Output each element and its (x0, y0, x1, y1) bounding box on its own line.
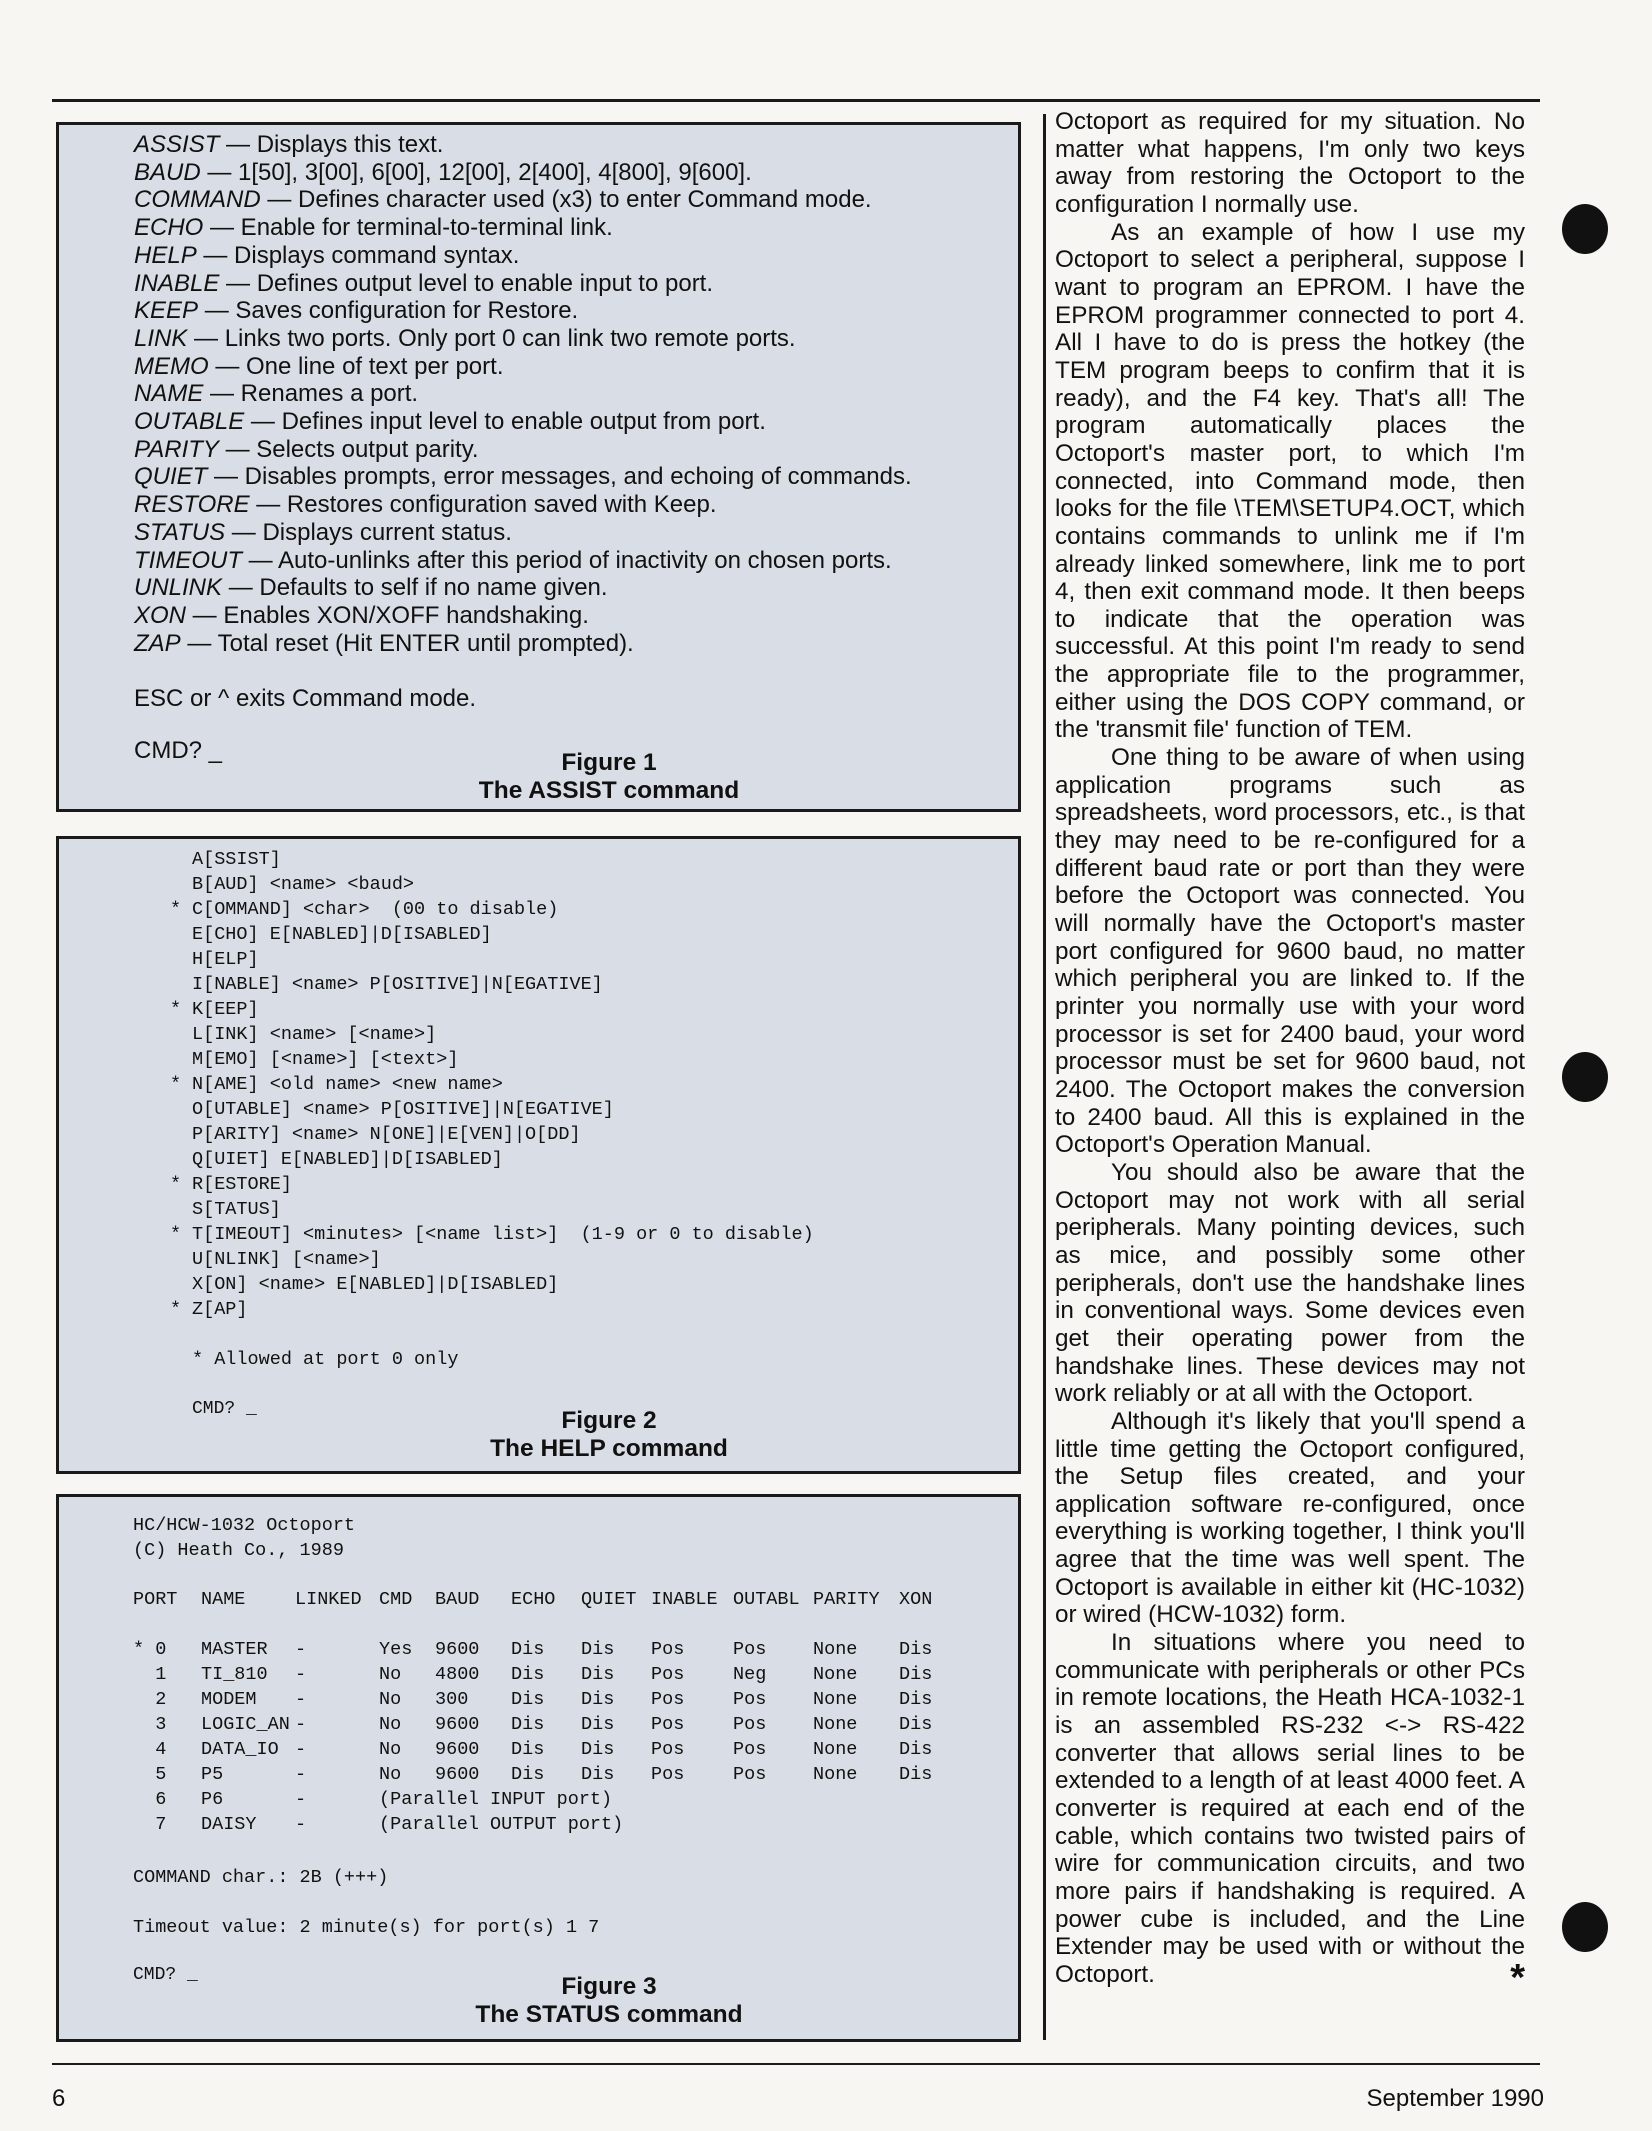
syntax-text: N[AME] <old name> <new name> (192, 1074, 503, 1095)
command-desc: — Total reset (Hit ENTER until prompted). (180, 629, 634, 657)
syntax-text: T[IMEOUT] <minutes> [<name list>] (1-9 or 0 to disable) (192, 1224, 814, 1245)
caption-title: The HELP command (490, 1435, 728, 1462)
table-cell: 9600 (435, 1764, 480, 1785)
table-cell: - (295, 1664, 307, 1685)
assist-line (134, 630, 912, 658)
command-name: HELP (134, 241, 197, 269)
table-cell: None (813, 1714, 858, 1735)
table-cell: 1 (133, 1664, 167, 1685)
command-desc: — Defines input level to enable output from port. (244, 408, 766, 436)
status-product-title: HC/HCW-1032 Octoport (133, 1515, 356, 1536)
article-column (1055, 108, 1525, 1999)
table-cell: Dis (581, 1689, 615, 1710)
caption-number: Figure 2 (561, 1407, 657, 1434)
col-header: CMD (379, 1589, 413, 1610)
table-cell: 7 (133, 1814, 167, 1835)
cmd-prompt: CMD? _ (134, 737, 223, 764)
table-cell: LOGIC_AN (201, 1714, 290, 1735)
command-name: LINK (134, 324, 188, 352)
table-cell: 3 (133, 1714, 167, 1735)
table-cell: - (295, 1639, 307, 1660)
assist-line (134, 186, 912, 214)
table-row (133, 1639, 1013, 1664)
figure-caption (359, 1973, 859, 2029)
table-row (133, 1689, 1013, 1714)
table-cell: Dis (511, 1764, 545, 1785)
table-row (133, 1739, 1013, 1764)
end-mark-icon: * (1510, 1956, 1525, 1999)
table-cell: Neg (733, 1664, 767, 1685)
issue-date: September 1990 (1366, 2085, 1544, 2112)
col-header: XON (899, 1589, 933, 1610)
table-cell: Pos (733, 1764, 767, 1785)
table-row (133, 1789, 1013, 1814)
syntax-line (192, 1122, 814, 1147)
command-desc: — Saves configuration for Restore. (198, 297, 579, 325)
cmd-prompt: CMD? _ (133, 1965, 198, 1985)
syntax-text: I[NABLE] <name> P[OSITIVE]|N[EGATIVE] (192, 974, 603, 995)
table-cell: Dis (581, 1664, 615, 1685)
col-header: PARITY (813, 1589, 880, 1610)
assist-line (134, 463, 912, 491)
table-cell: Dis (899, 1764, 933, 1785)
binder-hole-icon (1562, 204, 1608, 254)
table-cell: Dis (581, 1764, 615, 1785)
syntax-line (192, 1272, 814, 1297)
table-cell: DATA_IO (201, 1739, 279, 1760)
syntax-text: U[NLINK] [<name>] (192, 1249, 381, 1270)
article-paragraph: As an example of how I use my Octoport to select a peripheral, suppose I want to program an EPROM. I have the EPROM programmer connected to port 4. All I have to do is press the hotkey (the TEM program beeps to confirm that it is ready), and the F4 key. That's all! The program automatically places the Octoport's master port, to which I'm connected, into Command mode, then looks for the file \TEM\SETUP4.OCT, which contains commands to unlink me if I'm already linked somewhere, link me to port 4, then exit command mode. It then beeps to indicate that the operation was successful. At this point I'm ready to send the appropriate file to the programmer, either using the DOS COPY command, or the 'transmit file' function of TEM. (1055, 218, 1525, 744)
table-cell: Pos (651, 1739, 685, 1760)
syntax-text: R[ESTORE] (192, 1174, 292, 1195)
article-last-text: In situations where you need to communicate with peripherals or other PCs in remote locations, the Heath HCA-1032-1 is an assembled RS-232 <-> RS-422 converter that allows serial lines to be extended to a length of at least 4000 feet. A converter is required at each end of the cable, which contains two twisted pairs of wire for communication circuits, and two more pairs if handshaking is required. A power cube is included, and the Line Extender may be used with or without the Octoport. (1055, 1629, 1525, 1988)
syntax-line (192, 1047, 814, 1072)
syntax-line (192, 972, 814, 997)
command-desc: — Restores configuration saved with Keep. (249, 491, 717, 519)
command-desc: — Defines character used (x3) to enter Command mode. (260, 186, 872, 214)
table-cell: Pos (733, 1739, 767, 1760)
syntax-text: K[EEP] (192, 999, 259, 1020)
table-cell: None (813, 1664, 858, 1685)
syntax-text: A[SSIST] (192, 849, 281, 870)
command-name: OUTABLE (134, 408, 245, 436)
table-cell: Dis (899, 1689, 933, 1710)
timeout-line: Timeout value: 2 minute(s) for port(s) 1 7 (133, 1917, 600, 1938)
page-number: 6 (52, 2085, 66, 2112)
table-cell: - (295, 1789, 307, 1810)
esc-instruction: ESC or ^ exits Command mode. (134, 685, 477, 712)
table-cell: 4 (133, 1739, 167, 1760)
port0-marker: * (170, 1074, 182, 1095)
figure-caption (359, 749, 859, 805)
syntax-line (170, 897, 814, 922)
table-cell: No (379, 1764, 402, 1785)
table-cell: Dis (511, 1639, 545, 1660)
command-name: ASSIST (134, 131, 220, 158)
command-desc: — Enable for terminal-to-terminal link. (203, 214, 613, 242)
assist-line (134, 270, 912, 298)
port0-marker: * (170, 899, 182, 920)
command-name: BAUD (134, 158, 201, 186)
command-desc: — Displays this text. (219, 131, 444, 158)
caption-number: Figure 3 (561, 1973, 657, 2000)
table-row (133, 1714, 1013, 1739)
table-cell: - (295, 1739, 307, 1760)
command-name: XON (134, 601, 187, 629)
table-cell: * 0 (133, 1639, 167, 1660)
command-name: STATUS (134, 518, 226, 546)
syntax-line (192, 1247, 814, 1272)
syntax-text: H[ELP] (192, 949, 259, 970)
assist-line (134, 297, 912, 325)
syntax-text: L[INK] <name> [<name>] (192, 1024, 437, 1045)
command-desc: — Auto-unlinks after this period of inactivity on chosen ports. (242, 546, 892, 574)
col-header: ECHO (511, 1589, 556, 1610)
table-cell: MASTER (201, 1639, 268, 1660)
syntax-text: S[TATUS] (192, 1199, 281, 1220)
table-cell: Dis (899, 1639, 933, 1660)
table-cell: 5 (133, 1764, 167, 1785)
command-desc: — Disables prompts, error messages, and echoing of commands. (207, 463, 912, 491)
col-header: NAME (201, 1589, 246, 1610)
syntax-text: B[AUD] <name> <baud> (192, 874, 415, 895)
column-divider (1043, 114, 1046, 2040)
command-char-line: COMMAND char.: 2B (+++) (133, 1867, 389, 1888)
syntax-text: M[EMO] [<name>] [<text>] (192, 1049, 459, 1070)
assist-line (134, 325, 912, 353)
port0-note: * Allowed at port 0 only (192, 1349, 459, 1370)
figure-2-box (56, 836, 1021, 1474)
table-cell: Pos (651, 1714, 685, 1735)
article-paragraph (1055, 1629, 1525, 1999)
col-header: QUIET (581, 1589, 637, 1610)
figure-caption (359, 1407, 859, 1463)
syntax-line (170, 1222, 814, 1247)
table-cell: Pos (651, 1764, 685, 1785)
table-cell: - (295, 1714, 307, 1735)
binder-hole-icon (1562, 1902, 1608, 1952)
syntax-line (192, 922, 814, 947)
command-name: TIMEOUT (134, 546, 242, 574)
table-cell: 6 (133, 1789, 167, 1810)
table-cell: Pos (733, 1639, 767, 1660)
command-desc: — Selects output parity. (218, 435, 479, 463)
table-row (133, 1664, 1013, 1689)
table-cell: No (379, 1714, 402, 1735)
parallel-port-note: (Parallel INPUT port) (379, 1789, 613, 1810)
assist-line (134, 574, 912, 602)
assist-line (134, 214, 912, 242)
table-cell: None (813, 1764, 858, 1785)
table-cell: 9600 (435, 1739, 480, 1760)
command-desc: — One line of text per port. (208, 352, 504, 380)
table-cell: Pos (651, 1639, 685, 1660)
table-cell: - (295, 1814, 307, 1835)
assist-line (134, 602, 912, 630)
command-name: KEEP (134, 297, 199, 325)
syntax-line (192, 1022, 814, 1047)
col-header: BAUD (435, 1589, 480, 1610)
assist-line (134, 380, 912, 408)
table-cell: P5 (201, 1764, 224, 1785)
syntax-line (192, 947, 814, 972)
table-cell: Dis (581, 1639, 615, 1660)
table-cell: Dis (581, 1739, 615, 1760)
caption-number: Figure 1 (561, 749, 657, 776)
table-cell: 300 (435, 1689, 469, 1710)
caption-title: The ASSIST command (478, 777, 740, 804)
command-name: RESTORE (134, 491, 250, 519)
syntax-line (192, 872, 814, 897)
bottom-rule (52, 2063, 1540, 2065)
assist-line (134, 519, 912, 547)
table-cell: Pos (651, 1689, 685, 1710)
status-table-header (133, 1589, 1013, 1614)
port0-marker: * (170, 1174, 182, 1195)
command-desc: — Renames a port. (203, 380, 419, 408)
table-cell: DAISY (201, 1814, 257, 1835)
command-name: ECHO (134, 214, 204, 242)
command-name: PARITY (134, 435, 219, 463)
col-header: PORT (133, 1589, 178, 1610)
figure-1-box (56, 122, 1021, 812)
table-cell: No (379, 1664, 402, 1685)
table-row (133, 1814, 1013, 1839)
command-name: NAME (134, 380, 204, 408)
syntax-text: P[ARITY] <name> N[ONE]|E[VEN]|O[DD] (192, 1124, 581, 1145)
command-desc: — Displays current status. (225, 518, 512, 546)
table-cell: 2 (133, 1689, 167, 1710)
syntax-line (192, 847, 814, 872)
assist-line (134, 491, 912, 519)
command-desc: — Defines output level to enable input to port. (219, 269, 714, 297)
command-desc: — Displays command syntax. (196, 241, 520, 269)
port0-marker: * (170, 1224, 182, 1245)
command-name: UNLINK (134, 574, 223, 602)
article-paragraph: One thing to be aware of when using application programs such as spreadsheets, word processors, etc., is that they may need to be re-configured for a different baud rate or port than they were before the Octoport was connected. You will normally have the Octoport's master port configured for 9600 baud, no matter which peripheral you are linked to. If the printer you normally use with your word processor is set for 2400 baud, your word processor must be set for 9600 baud, not 2400. The Octoport makes the conversion to 2400 baud. All this is explained in the Octoport's Operation Manual. (1055, 744, 1525, 1159)
table-cell: - (295, 1689, 307, 1710)
article-paragraph: Although it's likely that you'll spend a little time getting the Octoport configured, the Setup files created, and your application software re-configured, once everything is working together, I think you'll agree that the time was well spent. The Octoport is available in either kit (HC-1032) or wired (HCW-1032) form. (1055, 1407, 1525, 1629)
col-header: LINKED (295, 1589, 362, 1610)
command-name: QUIET (134, 463, 208, 491)
cmd-prompt: CMD? _ (192, 1399, 257, 1419)
syntax-text: Q[UIET] E[NABLED]|D[ISABLED] (192, 1149, 503, 1170)
col-header: OUTABL (733, 1589, 800, 1610)
port0-marker: * (170, 1299, 182, 1320)
command-name: MEMO (134, 352, 209, 380)
assist-command-list (134, 131, 912, 657)
table-cell: Dis (581, 1714, 615, 1735)
table-cell: - (295, 1764, 307, 1785)
syntax-line (170, 1072, 814, 1097)
table-cell: Dis (899, 1739, 933, 1760)
binder-hole-icon (1562, 1052, 1608, 1102)
table-cell: Pos (651, 1664, 685, 1685)
assist-line (134, 547, 912, 575)
table-cell: Pos (733, 1714, 767, 1735)
port0-marker: * (170, 999, 182, 1020)
table-cell: None (813, 1689, 858, 1710)
article-paragraph: You should also be aware that the Octoport may not work with all serial peripherals. Many pointing devices, such as mice, and possibly some other peripherals, don't use the handshake lines in conventional ways. Some devices even get their operating power from the handshake lines. These devices may not work reliably or at all with the Octoport. (1055, 1158, 1525, 1408)
syntax-line (192, 1197, 814, 1222)
table-cell: Yes (379, 1639, 413, 1660)
table-cell: 9600 (435, 1714, 480, 1735)
assist-line (134, 408, 912, 436)
syntax-text: X[ON] <name> E[NABLED]|D[ISABLED] (192, 1274, 559, 1295)
syntax-line (170, 997, 814, 1022)
assist-line (134, 353, 912, 381)
command-desc: — Defaults to self if no name given. (222, 574, 608, 602)
command-name: COMMAND (134, 186, 261, 214)
status-copyright: (C) Heath Co., 1989 (133, 1540, 344, 1561)
command-name: INABLE (134, 269, 220, 297)
assist-line (134, 242, 912, 270)
col-header: INABLE (651, 1589, 718, 1610)
article-paragraph: Octoport as required for my situation. No matter what happens, I'm only two keys away from restoring the Octoport to the configuration I normally use. (1055, 108, 1525, 218)
table-cell: Dis (899, 1664, 933, 1685)
syntax-text: E[CHO] E[NABLED]|D[ISABLED] (192, 924, 492, 945)
syntax-text: O[UTABLE] <name> P[OSITIVE]|N[EGATIVE] (192, 1099, 614, 1120)
help-syntax-list (170, 847, 814, 1322)
caption-title: The STATUS command (475, 2001, 743, 2028)
assist-line (134, 131, 912, 159)
table-cell: Dis (511, 1739, 545, 1760)
table-cell: No (379, 1739, 402, 1760)
table-cell: 9600 (435, 1639, 480, 1660)
table-cell: Dis (511, 1714, 545, 1735)
table-cell: No (379, 1689, 402, 1710)
table-cell: Pos (733, 1689, 767, 1710)
table-cell: Dis (511, 1664, 545, 1685)
command-desc: — Links two ports. Only port 0 can link two remote ports. (187, 324, 796, 352)
command-desc: — Enables XON/XOFF handshaking. (186, 601, 589, 629)
figure-3-box (56, 1494, 1021, 2042)
table-cell: 4800 (435, 1664, 480, 1685)
syntax-line (192, 1147, 814, 1172)
table-cell: None (813, 1639, 858, 1660)
syntax-line (170, 1172, 814, 1197)
assist-line (134, 159, 912, 187)
assist-line (134, 436, 912, 464)
top-rule (52, 99, 1540, 102)
table-cell: None (813, 1739, 858, 1760)
table-cell: Dis (899, 1714, 933, 1735)
command-name: ZAP (134, 629, 181, 657)
parallel-port-note: (Parallel OUTPUT port) (379, 1814, 624, 1835)
table-cell: MODEM (201, 1689, 257, 1710)
syntax-line (170, 1297, 814, 1322)
table-cell: TI_810 (201, 1664, 268, 1685)
syntax-line (192, 1097, 814, 1122)
table-cell: Dis (511, 1689, 545, 1710)
table-cell: P6 (201, 1789, 224, 1810)
table-row (133, 1764, 1013, 1789)
syntax-text: C[OMMAND] <char> (00 to disable) (192, 899, 559, 920)
syntax-text: Z[AP] (192, 1299, 248, 1320)
command-desc: — 1[50], 3[00], 6[00], 12[00], 2[400], 4[800], 9[600]. (200, 158, 752, 186)
